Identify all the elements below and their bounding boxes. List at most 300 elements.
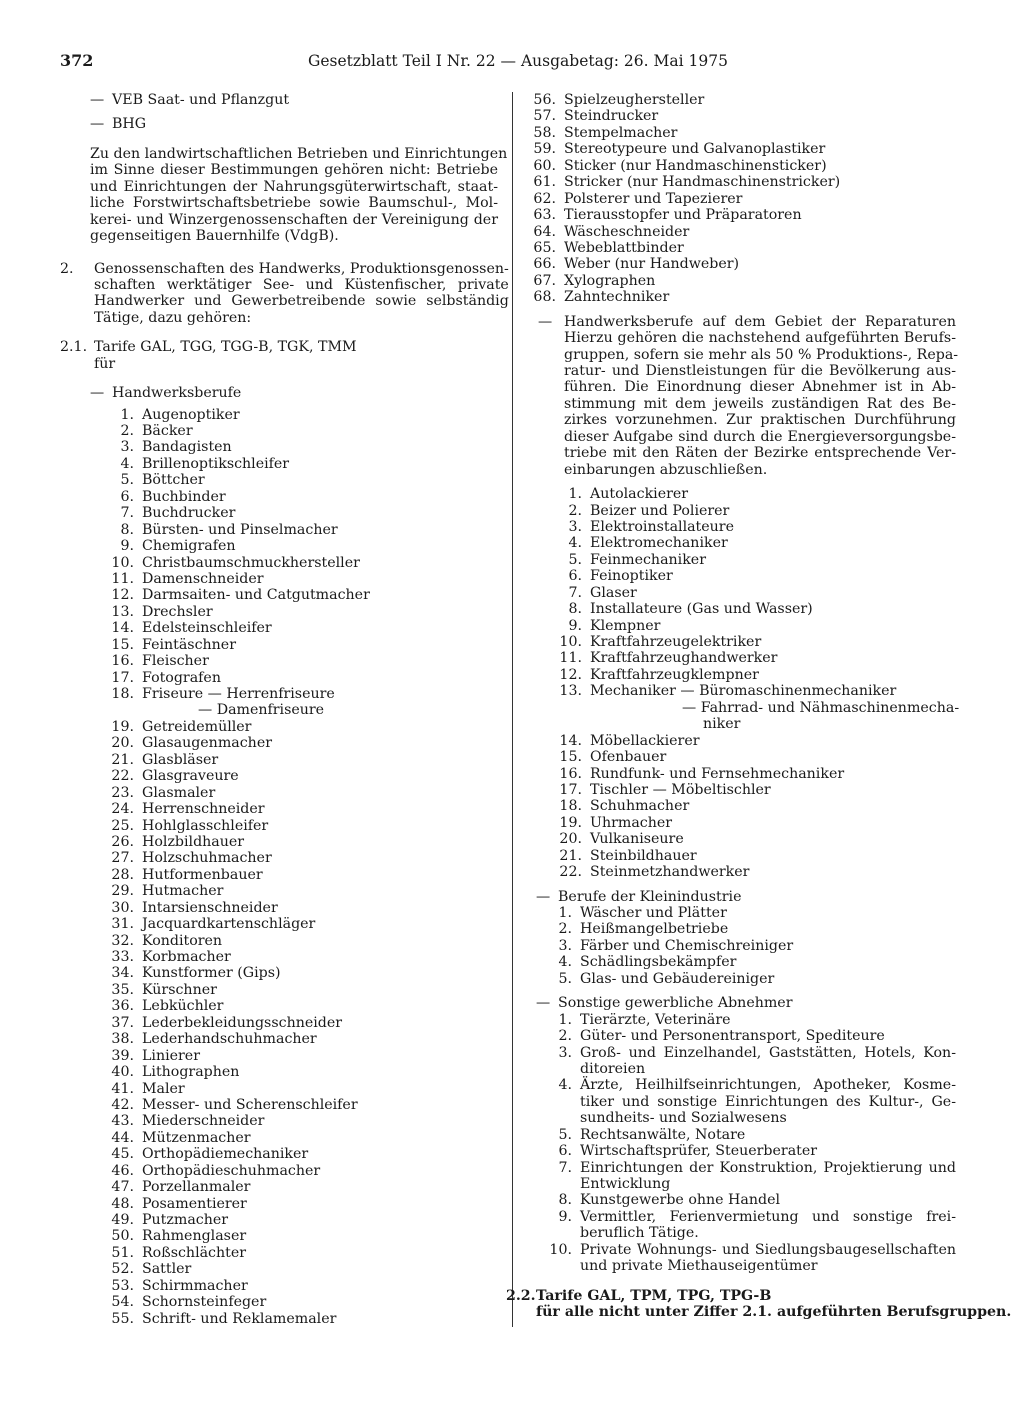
sonstige-list xyxy=(536,1012,956,1275)
list-item-text: Xylographen xyxy=(564,272,656,289)
list-item xyxy=(536,971,956,987)
list-item-text: Ofenbauer xyxy=(590,749,667,766)
list-item-continuation xyxy=(536,1061,956,1077)
list-item-text: Elektroinstallateure xyxy=(590,518,734,535)
list-item-continuation xyxy=(536,1258,956,1274)
list-item-number: 9. xyxy=(120,538,134,555)
list-item-number: 42. xyxy=(111,1096,134,1113)
section-number: 2. xyxy=(60,260,74,277)
list-item-text: Friseure — Herrenfriseure xyxy=(142,686,335,702)
list-item-text: Wirtschaftsprüfer, Steuerberater xyxy=(580,1143,818,1160)
list-item xyxy=(100,900,498,916)
list-item xyxy=(100,1294,498,1310)
list-item-number: 64. xyxy=(533,223,556,240)
list-item-text: Polsterer und Tapezierer xyxy=(564,190,743,207)
list-item-number: 44. xyxy=(111,1129,134,1146)
list-item-text: Orthopädiemechaniker xyxy=(142,1146,309,1163)
list-item-text: Hutformenbauer xyxy=(142,866,263,883)
list-item-number: 5. xyxy=(558,1126,572,1143)
list-item-text: Feintäschner xyxy=(142,636,236,653)
list-item-continuation xyxy=(536,1094,956,1110)
list-item-number: 59. xyxy=(533,141,556,158)
list-item-text: Einrichtungen der Konstruktion, Projektierung und xyxy=(580,1159,956,1176)
list-item-text: Sattler xyxy=(142,1261,192,1278)
page-number: 372 xyxy=(60,51,94,70)
list-item-number: 14. xyxy=(559,732,582,749)
list-item xyxy=(100,1196,498,1212)
list-item-text: Darmsaiten- und Catgutmacher xyxy=(142,587,370,604)
list-item-text: Wäscher und Plätter xyxy=(580,905,727,921)
list-item-text: Herrenschneider xyxy=(142,801,265,818)
list-item-text: Posamentierer xyxy=(142,1195,247,1212)
list-item-number: 8. xyxy=(120,521,134,538)
list-item-text: Porzellanmaler xyxy=(142,1179,251,1196)
list-item-number: 3. xyxy=(558,937,572,954)
list-item xyxy=(536,585,956,601)
handwerk-list xyxy=(60,407,498,703)
list-item-number: 4. xyxy=(558,954,572,971)
list-item-number: 16. xyxy=(111,653,134,670)
list-item-number: 13. xyxy=(111,603,134,620)
list-item-text: Korbmacher xyxy=(142,949,231,965)
list-item xyxy=(100,407,498,423)
list-item xyxy=(100,1228,498,1244)
list-item xyxy=(530,224,956,240)
list-item-text: Stempelmacher xyxy=(564,124,678,141)
list-item-number: 36. xyxy=(111,998,134,1015)
list-item-number: 41. xyxy=(111,1080,134,1097)
list-item xyxy=(100,735,498,751)
list-item xyxy=(530,191,956,207)
list-item xyxy=(100,1146,498,1162)
list-item xyxy=(100,785,498,801)
list-item-number: 66. xyxy=(533,256,556,273)
list-item-number: 10. xyxy=(549,1241,572,1258)
list-item-number: 45. xyxy=(111,1146,134,1163)
list-item xyxy=(100,538,498,554)
list-item-text: Rahmenglaser xyxy=(142,1228,247,1245)
list-item xyxy=(530,125,956,141)
list-item xyxy=(536,938,956,954)
list-item-number: 8. xyxy=(568,601,582,618)
list-item-text: Installateure (Gas und Wasser) xyxy=(590,601,813,618)
list-item xyxy=(536,1242,956,1258)
list-item xyxy=(536,1077,956,1093)
list-item xyxy=(100,801,498,817)
list-item-number: 37. xyxy=(111,1014,134,1031)
list-item-number: 39. xyxy=(111,1047,134,1064)
list-item xyxy=(100,818,498,834)
list-item-number: 40. xyxy=(111,1064,134,1081)
list-item xyxy=(536,864,956,880)
list-item-text: Bandagisten xyxy=(142,439,232,456)
list-item-number: 5. xyxy=(558,970,572,987)
list-item-text: Uhrmacher xyxy=(590,814,673,831)
list-item-number: 19. xyxy=(111,718,134,735)
list-item-continuation xyxy=(536,1110,956,1126)
list-item-text: Putzmacher xyxy=(142,1212,229,1228)
list-item xyxy=(530,174,956,190)
list-item xyxy=(100,489,498,505)
section-title: Tarife GAL, TPM, TPG, TPG-B xyxy=(536,1287,772,1304)
list-item-number: 58. xyxy=(533,124,556,141)
list-item xyxy=(100,1130,498,1146)
list-item xyxy=(536,782,956,798)
column-divider xyxy=(512,92,513,1327)
list-item-text: Groß- und Einzelhandel, Gaststätten, Hotels, Kon- xyxy=(580,1044,956,1061)
list-item-number: 47. xyxy=(111,1179,134,1196)
list-item-number: 4. xyxy=(568,535,582,552)
list-item-number: 23. xyxy=(111,784,134,801)
list-item xyxy=(536,954,956,970)
list-item-number: 24. xyxy=(111,801,134,818)
list-item xyxy=(100,1097,498,1113)
list-item-text: Bürsten- und Pinselmacher xyxy=(142,521,338,538)
list-item-text: und private Miethauseigentümer xyxy=(580,1258,818,1275)
list-item xyxy=(100,719,498,735)
page-header xyxy=(60,48,960,74)
list-item-number: 35. xyxy=(111,981,134,998)
list-item-text: Edelsteinschleifer xyxy=(142,620,272,637)
list-item-number: 6. xyxy=(568,568,582,585)
list-item-text: Chemigrafen xyxy=(142,538,236,555)
reparatur-list-continued xyxy=(536,733,956,881)
list-item xyxy=(100,850,498,866)
list-item-number: 2. xyxy=(558,1028,572,1045)
list-item-text: Lithographen xyxy=(142,1064,240,1081)
list-item xyxy=(536,634,956,650)
list-item-number: 7. xyxy=(558,1159,572,1176)
list-item-text: Bäcker xyxy=(142,423,193,439)
list-item xyxy=(536,519,956,535)
section-title: Tarife GAL, TGG, TGG-B, TGK, TMM xyxy=(94,339,357,356)
list-item xyxy=(536,733,956,749)
list-item xyxy=(100,998,498,1014)
list-item xyxy=(536,1192,956,1208)
list-item-text: Kraftfahrzeugelektriker xyxy=(590,634,762,650)
list-item xyxy=(100,867,498,883)
list-item xyxy=(100,587,498,603)
list-item-number: 11. xyxy=(111,570,134,587)
list-item xyxy=(100,522,498,538)
list-item-number: 10. xyxy=(559,634,582,650)
list-item-number: 46. xyxy=(111,1162,134,1179)
list-item-continuation xyxy=(536,1225,956,1241)
list-item xyxy=(536,905,956,921)
list-item xyxy=(100,1311,498,1327)
list-item-number: 60. xyxy=(533,157,556,174)
list-item xyxy=(536,535,956,551)
list-item-text: Steinbildhauer xyxy=(590,847,697,864)
list-item-number: 33. xyxy=(111,949,134,965)
list-item-number: 12. xyxy=(111,587,134,604)
list-item-number: 57. xyxy=(533,108,556,125)
list-item-continuation xyxy=(536,1176,956,1192)
list-item-number: 7. xyxy=(120,505,134,522)
list-item xyxy=(536,1209,956,1225)
list-item-text: Stricker (nur Handmaschinenstricker) xyxy=(564,174,841,191)
list-item xyxy=(530,240,956,256)
list-item-number: 22. xyxy=(559,864,582,881)
list-item-number: 12. xyxy=(559,666,582,683)
list-item-number: 20. xyxy=(111,735,134,752)
list-item xyxy=(100,653,498,669)
list-item xyxy=(536,1143,956,1159)
list-item-text: Fotografen xyxy=(142,669,221,686)
list-item-number: 17. xyxy=(559,781,582,798)
list-item xyxy=(536,1012,956,1028)
list-item xyxy=(536,683,956,699)
list-item-number: 21. xyxy=(559,847,582,864)
list-item-text: Brillenoptikschleifer xyxy=(142,455,290,472)
mechaniker-sub-cont: niker xyxy=(703,716,741,733)
intro-paragraph: Zu den landwirtschaftlichen Betrieben und Einrichtungen im Sinne dieser Bestimmungen gehören nicht: Betriebe und Einrichtungen der Nahrungsgüterwirtschaft, staat- liche Forstwirtschaftsbetriebe sowie Baumschul-, Mol- kerei- und Winzergenossenschaften der Vereinigung der gegenseitigen Bauernhilfe (VdgB). xyxy=(90,145,508,245)
section-number: 2.1. xyxy=(60,339,88,356)
reparatur-block: — Handwerksberufe auf dem Gebiet der Reparaturen Hierzu gehören die nachstehend aufgeführten Berufs- gruppen, sofern sie mehr als 50 % Produktions-, Repa- ratur- und Dienstleistungen für die Bevölkerung aus- führen. Die Einordnung dieser Abnehmer ist in Ab- stimmung mit dem jeweils zuständigen Rat des Be- zirkes vorzunehmen. Zur praktischen Durchführung dieser Aufgabe sind durch die Energieversorgungsbe- triebe mit den Räten der Bezirke entsprechende Ver- einbarungen abzuschließen. xyxy=(538,313,959,478)
list-item-text: Holzschuhmacher xyxy=(142,850,272,867)
list-item-text: Glaser xyxy=(590,584,637,601)
list-item-number: 34. xyxy=(111,965,134,982)
list-item xyxy=(536,618,956,634)
list-item-text: Stereotypeure und Galvanoplastiker xyxy=(564,141,826,158)
list-item xyxy=(536,1127,956,1143)
list-item-text: Vulkaniseure xyxy=(590,831,684,848)
list-item-number: 62. xyxy=(533,190,556,207)
list-item-text: Maler xyxy=(142,1080,185,1097)
list-item-number: 1. xyxy=(120,406,134,423)
list-item-number: 15. xyxy=(559,749,582,766)
list-item-number: 27. xyxy=(111,850,134,867)
list-item xyxy=(536,921,956,937)
list-item-text: Roßschlächter xyxy=(142,1244,247,1261)
list-item-text: Linierer xyxy=(142,1047,200,1064)
reparatur-list xyxy=(536,486,956,700)
list-item-text: Buchbinder xyxy=(142,488,226,505)
list-item-text: Kürschner xyxy=(142,981,217,998)
list-item-number: 22. xyxy=(111,768,134,785)
list-item-number: 2. xyxy=(568,502,582,519)
list-item xyxy=(100,604,498,620)
list-item-text: Spielzeughersteller xyxy=(564,92,705,108)
list-item-number: 20. xyxy=(559,831,582,848)
list-item-number: 16. xyxy=(559,765,582,782)
list-item xyxy=(100,1261,498,1277)
list-item-text: Orthopädieschuhmacher xyxy=(142,1162,321,1179)
list-item xyxy=(100,423,498,439)
list-item-text: Webeblattbinder xyxy=(564,239,684,256)
list-item-number: 56. xyxy=(533,92,556,108)
list-item-text: Schädlingsbekämpfer xyxy=(580,954,737,971)
list-item-text: Miederschneider xyxy=(142,1113,265,1130)
list-item-text: Elektromechaniker xyxy=(590,535,728,552)
list-item-number: 2. xyxy=(558,921,572,938)
list-item xyxy=(536,503,956,519)
list-item xyxy=(536,568,956,584)
list-item xyxy=(100,1179,498,1195)
list-item xyxy=(100,1081,498,1097)
list-item xyxy=(100,1212,498,1228)
handwerk-18-sub: — Damenfriseure xyxy=(198,702,325,719)
list-item xyxy=(100,1245,498,1261)
section-2-2: 2.2. Tarife GAL, TPM, TPG, TPG-B für alle nicht unter Ziffer 2.1. aufgeführten Berufsgruppen. xyxy=(506,1287,1012,1321)
list-item-number: 68. xyxy=(533,289,556,306)
list-item-text: Intarsienschneider xyxy=(142,899,278,916)
list-item-number: 54. xyxy=(111,1294,134,1311)
list-item-text: Tischler — Möbeltischler xyxy=(590,781,771,798)
list-item xyxy=(100,505,498,521)
list-item-number: 5. xyxy=(568,551,582,568)
list-item xyxy=(100,1113,498,1129)
list-item-number: 6. xyxy=(558,1143,572,1160)
list-item-text: Getreidemüller xyxy=(142,718,252,735)
list-item xyxy=(100,1163,498,1179)
list-item-number: 38. xyxy=(111,1031,134,1048)
list-item-number: 65. xyxy=(533,239,556,256)
list-item-text: Feinoptiker xyxy=(590,568,673,585)
list-item-text: Weber (nur Handweber) xyxy=(564,256,740,273)
list-item-text: Rechtsanwälte, Notare xyxy=(580,1126,746,1143)
list-item-text: beruflich Tätige. xyxy=(580,1225,699,1242)
list-item-number: 6. xyxy=(120,488,134,505)
list-item xyxy=(100,1048,498,1064)
list-item-text: Schornsteinfeger xyxy=(142,1294,267,1311)
dash-item: — BHG xyxy=(90,116,147,133)
list-item-text: Schuhmacher xyxy=(590,798,690,815)
list-item xyxy=(536,650,956,666)
list-item xyxy=(100,1015,498,1031)
list-item-number: 51. xyxy=(111,1244,134,1261)
list-item-text: ditoreien xyxy=(580,1060,646,1077)
list-item-number: 13. xyxy=(559,683,582,700)
list-item-text: Buchdrucker xyxy=(142,505,236,522)
list-item xyxy=(536,667,956,683)
list-item-text: Vermittler, Ferienvermietung und sonstige frei- xyxy=(580,1208,956,1225)
list-item xyxy=(100,620,498,636)
list-item-text: Glasgraveure xyxy=(142,768,239,785)
left-column xyxy=(60,92,509,1327)
list-item xyxy=(100,768,498,784)
list-item-text: sundheits- und Sozialwesens xyxy=(580,1110,787,1127)
list-item xyxy=(100,1031,498,1047)
list-item-number: 4. xyxy=(558,1077,572,1094)
section-2: 2. Genossenschaften des Handwerks, Produktionsgenossen- schaften werktätiger See- und Küstenfischer, private Handwerker und Gewerbetreibende sowie selbständig Tätige, dazu gehören: xyxy=(60,260,509,326)
list-item-number: 26. xyxy=(111,833,134,850)
list-item-text: Konditoren xyxy=(142,932,223,949)
list-item-text: Sticker (nur Handmaschinensticker) xyxy=(564,157,827,174)
list-item-number: 17. xyxy=(111,669,134,686)
sonstige-heading: — Sonstige gewerbliche Abnehmer xyxy=(536,995,793,1012)
list-item-text: tiker und sonstige Einrichtungen des Kultur-, Ge- xyxy=(580,1093,956,1110)
list-item-text: Zahntechniker xyxy=(564,289,670,306)
list-item xyxy=(536,486,956,502)
list-item xyxy=(100,472,498,488)
section-2-1: 2.1. Tarife GAL, TGG, TGG-B, TGK, TMM für xyxy=(60,339,498,372)
list-item-number: 3. xyxy=(120,439,134,456)
list-item-text: Private Wohnungs- und Siedlungsbaugesellschaften xyxy=(580,1241,956,1258)
list-item-text: Messer- und Scherenschleifer xyxy=(142,1096,358,1113)
list-item-number: 10. xyxy=(111,554,134,571)
list-item xyxy=(530,158,956,174)
list-item xyxy=(536,848,956,864)
list-item-text: Augenoptiker xyxy=(142,406,240,423)
list-item xyxy=(536,1160,956,1176)
list-item-text: Entwicklung xyxy=(580,1176,671,1192)
list-item-number: 63. xyxy=(533,207,556,224)
list-item xyxy=(100,916,498,932)
list-item xyxy=(100,1278,498,1294)
list-item-text: Heißmangelbetriebe xyxy=(580,921,729,938)
list-item-number: 9. xyxy=(558,1208,572,1225)
list-item xyxy=(100,883,498,899)
list-item-number: 25. xyxy=(111,817,134,834)
list-item xyxy=(536,1045,956,1061)
list-item-text: Jacquardkartenschläger xyxy=(142,916,316,933)
list-item-text: Kraftfahrzeugklempner xyxy=(590,666,759,683)
list-item-number: 14. xyxy=(111,620,134,637)
list-item-number: 21. xyxy=(111,751,134,768)
list-item-text: Wäscheschneider xyxy=(564,223,690,240)
list-item xyxy=(530,289,956,305)
list-item-number: 4. xyxy=(120,455,134,472)
list-item-number: 1. xyxy=(558,905,572,921)
list-item xyxy=(536,766,956,782)
list-item xyxy=(530,273,956,289)
list-item xyxy=(100,571,498,587)
list-item-number: 1. xyxy=(558,1011,572,1028)
list-item-number: 53. xyxy=(111,1277,134,1294)
list-item-number: 52. xyxy=(111,1261,134,1278)
list-item-number: 31. xyxy=(111,916,134,933)
handwerk-list-continued xyxy=(60,719,498,1327)
list-item-number: 32. xyxy=(111,932,134,949)
list-item xyxy=(100,670,498,686)
list-item xyxy=(530,108,956,124)
list-item xyxy=(536,749,956,765)
list-item-number: 1. xyxy=(568,486,582,503)
list-item xyxy=(536,831,956,847)
list-item xyxy=(100,456,498,472)
handwerk-list-end xyxy=(530,92,956,306)
list-item-number: 2. xyxy=(120,423,134,439)
list-item-number: 18. xyxy=(559,798,582,815)
list-item-number: 9. xyxy=(568,617,582,634)
list-item-text: Lebküchler xyxy=(142,998,224,1015)
list-item-number: 11. xyxy=(559,650,582,667)
list-item-number: 48. xyxy=(111,1195,134,1212)
kleinindustrie-list xyxy=(536,905,956,987)
list-item xyxy=(536,798,956,814)
list-item xyxy=(530,92,956,108)
list-item-number: 3. xyxy=(568,518,582,535)
list-item-text: Hohlglasschleifer xyxy=(142,817,269,834)
list-item-text: Kunstformer (Gips) xyxy=(142,965,281,982)
list-item-text: Steindrucker xyxy=(564,108,659,125)
list-item-text: Steinmetzhandwerker xyxy=(590,864,750,881)
list-item-text: Autolackierer xyxy=(590,486,689,503)
list-item-number: 29. xyxy=(111,883,134,900)
list-item-number: 55. xyxy=(111,1310,134,1327)
list-item xyxy=(536,552,956,568)
list-item-text: Ärzte, Heilhilfseinrichtungen, Apotheker, Kosme- xyxy=(580,1077,956,1094)
list-item-number: 19. xyxy=(559,814,582,831)
list-item-text: Hutmacher xyxy=(142,883,224,900)
list-item-number: 61. xyxy=(533,174,556,191)
list-item-number: 15. xyxy=(111,636,134,653)
header-title: Gesetzblatt Teil I Nr. 22 — Ausgabetag: 26. Mai 1975 xyxy=(308,52,728,70)
list-item-text: Drechsler xyxy=(142,603,213,620)
dash-item: — VEB Saat- und Pflanzgut xyxy=(90,92,290,108)
list-item-text: Mechaniker — Büromaschinenmechaniker xyxy=(590,683,897,700)
